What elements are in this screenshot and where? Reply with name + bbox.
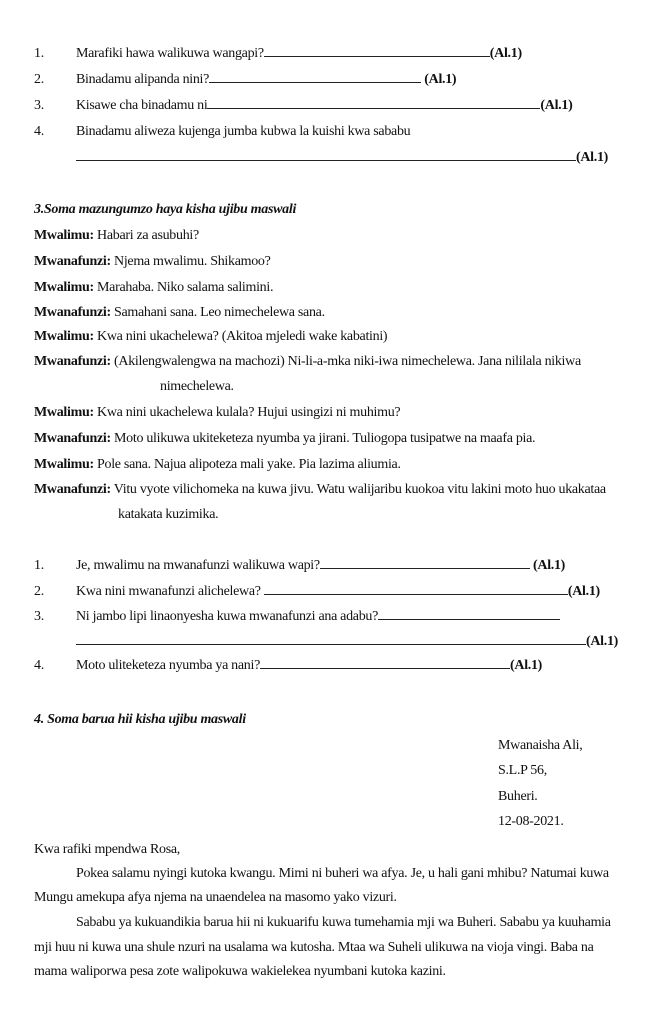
marks-label: (Al.1) (567, 584, 600, 599)
marks-label: (Al.1) (533, 558, 566, 573)
answer-line[interactable] (209, 81, 421, 83)
marks-label: (Al.1) (510, 658, 543, 673)
answer-line[interactable] (76, 643, 586, 645)
question-text: Kwa nini mwanafunzi alichelewa? (76, 584, 261, 599)
question-text: Ni jambo lipi linaonyesha kuwa mwanafunzi ana adabu? (76, 609, 379, 624)
answer-line[interactable] (264, 55, 490, 57)
answer-line[interactable] (207, 107, 540, 109)
dialogue-line: Mwalimu: Kwa nini ukachelewa? (Akitoa mjeledi wake kabatini) (34, 329, 388, 344)
question-text: Kisawe cha binadamu ni (76, 98, 208, 113)
answer-line[interactable] (260, 667, 510, 669)
dialogue-line: Mwalimu: Kwa nini ukachelewa kulala? Hujui usingizi ni muhimu? (34, 405, 401, 420)
dialogue-line: Mwanafunzi: Moto ulikuwa ukiteketeza nyumba ya jirani. Tuliogopa tusipatwe na maafa pia. (34, 431, 536, 446)
answer-line[interactable] (264, 593, 568, 595)
question-text: Binadamu alipanda nini? (76, 72, 210, 87)
address-line: Buheri. (498, 789, 538, 804)
question-text: Moto uliteketeza nyumba ya nani? (76, 658, 261, 673)
dialogue-line: Mwalimu: Habari za asubuhi? (34, 228, 199, 243)
dialogue-line: Mwanafunzi: Samahani sana. Leo nimechelewa sana. (34, 305, 325, 320)
dialogue-line: Mwanafunzi: Vitu vyote vilichomeka na kuwa jivu. Watu walijaribu kuokoa vitu lakini moto huo ukakataa (34, 482, 606, 497)
section3-heading: 3.Soma mazungumzo haya kisha ujibu maswali (34, 202, 297, 217)
question-text: Je, mwalimu na mwanafunzi walikuwa wapi? (76, 558, 320, 573)
address-line: S.L.P 56, (498, 763, 547, 778)
dialogue-continuation: katakata kuzimika. (118, 507, 219, 522)
letter-paragraph-line: Pokea salamu nyingi kutoka kwangu. Mimi ni buheri wa afya. Je, u hali gani mhibu? Natumai kuwa (76, 866, 609, 881)
marks-label: (Al.1) (489, 46, 522, 61)
marks-label: (Al.1) (424, 72, 457, 87)
marks-label: (Al.1) (540, 98, 573, 113)
question-text: Marafiki hawa walikuwa wangapi? (76, 46, 264, 61)
letter-paragraph-line: mji huu ni kuwa una shule nzuri na usalama wa kutosha. Mtaa wa Suheli ulikuwa na vioja vingi. Baba na (34, 940, 594, 955)
answer-line[interactable] (378, 618, 560, 620)
address-date: 12-08-2021. (498, 814, 564, 829)
answer-line[interactable] (76, 159, 576, 161)
dialogue-line: Mwalimu: Marahaba. Niko salama salimini. (34, 280, 274, 295)
dialogue-line: Mwanafunzi: (Akilengwalengwa na machozi) Ni-li-a-mka niki-iwa nimechelewa. Jana nililala nikiwa (34, 354, 581, 369)
marks-label: (Al.1) (586, 634, 619, 649)
question-text: Binadamu aliweza kujenga jumba kubwa la kuishi kwa sababu (76, 124, 411, 139)
address-line: Mwanaisha Ali, (498, 738, 583, 753)
letter-paragraph-line: Mungu amekupa afya njema na unaendelea na masomo yako vizuri. (34, 890, 397, 905)
dialogue-continuation: nimechelewa. (160, 379, 234, 394)
section4-heading: 4. Soma barua hii kisha ujibu maswali (34, 712, 246, 727)
answer-line[interactable] (320, 567, 530, 569)
dialogue-line: Mwanafunzi: Njema mwalimu. Shikamoo? (34, 254, 271, 269)
marks-label: (Al.1) (576, 150, 609, 165)
letter-paragraph-line: Sababu ya kukuandikia barua hii ni kukuarifu kuwa tumehamia mji wa Buheri. Sababu ya kuuhamia (76, 915, 611, 930)
letter-paragraph-line: mama waliporwa pesa zote walipokuwa wakielekea nyumbani kutoka kazini. (34, 964, 446, 979)
dialogue-line: Mwalimu: Pole sana. Najua alipoteza mali yake. Pia lazima aliumia. (34, 457, 401, 472)
letter-salutation: Kwa rafiki mpendwa Rosa, (34, 842, 180, 857)
